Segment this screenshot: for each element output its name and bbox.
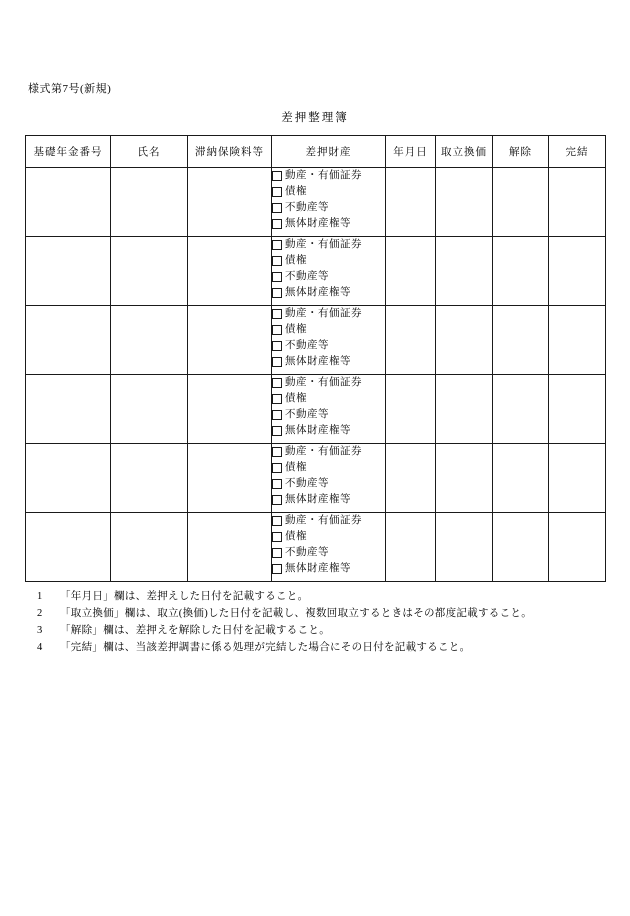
checkbox-label: 無体財産権等 bbox=[285, 218, 351, 229]
footnote-number: 3 bbox=[37, 625, 43, 636]
checkbox-label: 債権 bbox=[285, 393, 307, 404]
cell-completion bbox=[549, 306, 606, 375]
checkbox-label: 債権 bbox=[285, 324, 307, 335]
checkbox-label: 債権 bbox=[285, 186, 307, 197]
checkbox-icon bbox=[272, 479, 282, 489]
table-row bbox=[26, 168, 606, 237]
cell-collection bbox=[436, 513, 493, 582]
checkbox-item-movables bbox=[272, 513, 385, 529]
header-collection: 取立換価 bbox=[436, 136, 493, 168]
checkbox-label: 債権 bbox=[285, 462, 307, 473]
checkbox-label: 動産・有価証券 bbox=[285, 446, 362, 457]
header-pension-number: 基礎年金番号 bbox=[26, 136, 111, 168]
cell-collection bbox=[436, 306, 493, 375]
checkbox-item-claims bbox=[272, 391, 385, 407]
cell-name bbox=[111, 375, 188, 444]
header-seized-property: 差押財産 bbox=[272, 136, 386, 168]
checkbox-item-intangible bbox=[272, 354, 385, 370]
checkbox-label: 無体財産権等 bbox=[285, 425, 351, 436]
checkbox-icon bbox=[272, 219, 282, 229]
checkbox-icon bbox=[272, 171, 282, 181]
checkbox-icon bbox=[272, 378, 282, 388]
cell-completion bbox=[549, 168, 606, 237]
checkbox-icon bbox=[272, 341, 282, 351]
footnote-number: 4 bbox=[37, 642, 43, 653]
checkbox-item-real-estate bbox=[272, 476, 385, 492]
checkbox-label: 不動産等 bbox=[285, 547, 329, 558]
cell-name bbox=[111, 237, 188, 306]
checkbox-label: 動産・有価証券 bbox=[285, 239, 362, 250]
checkbox-label: 動産・有価証券 bbox=[285, 170, 362, 181]
checkbox-label: 債権 bbox=[285, 531, 307, 542]
cell-completion bbox=[549, 237, 606, 306]
header-completion: 完結 bbox=[549, 136, 606, 168]
footnote-1 bbox=[37, 588, 607, 605]
header-row bbox=[26, 136, 606, 168]
cell-name bbox=[111, 444, 188, 513]
checkbox-item-intangible bbox=[272, 561, 385, 577]
table-row bbox=[26, 306, 606, 375]
checkbox-item-movables bbox=[272, 375, 385, 391]
footnotes bbox=[37, 588, 607, 656]
header-release: 解除 bbox=[493, 136, 549, 168]
checkbox-icon bbox=[272, 548, 282, 558]
checkbox-item-real-estate bbox=[272, 545, 385, 561]
cell-name bbox=[111, 513, 188, 582]
checkbox-label: 不動産等 bbox=[285, 202, 329, 213]
cell-pension-number bbox=[26, 375, 111, 444]
cell-premiums bbox=[188, 306, 272, 375]
checkbox-label: 債権 bbox=[285, 255, 307, 266]
footnote-text: 「解除」欄は、差押えを解除した日付を記載すること。 bbox=[60, 625, 330, 636]
checkbox-icon bbox=[272, 532, 282, 542]
footnote-2 bbox=[37, 605, 607, 622]
footnote-4 bbox=[37, 639, 607, 656]
checkbox-item-claims bbox=[272, 529, 385, 545]
checkbox-icon bbox=[272, 256, 282, 266]
cell-premiums bbox=[188, 375, 272, 444]
checkbox-item-movables bbox=[272, 237, 385, 253]
cell-seized-property bbox=[272, 513, 386, 582]
cell-seized-property bbox=[272, 237, 386, 306]
checkbox-icon bbox=[272, 410, 282, 420]
cell-pension-number bbox=[26, 306, 111, 375]
checkbox-item-intangible bbox=[272, 423, 385, 439]
header-premiums: 滞納保険料等 bbox=[188, 136, 272, 168]
cell-pension-number bbox=[26, 513, 111, 582]
cell-release bbox=[493, 168, 549, 237]
table-body bbox=[26, 168, 606, 582]
footnote-number: 1 bbox=[37, 591, 43, 602]
checkbox-icon bbox=[272, 394, 282, 404]
checkbox-item-intangible bbox=[272, 492, 385, 508]
cell-seized-property bbox=[272, 444, 386, 513]
table-header bbox=[26, 136, 606, 168]
footnote-text: 「年月日」欄は、差押えした日付を記載すること。 bbox=[60, 591, 309, 602]
checkbox-item-real-estate bbox=[272, 200, 385, 216]
cell-premiums bbox=[188, 444, 272, 513]
cell-date bbox=[386, 168, 436, 237]
checkbox-label: 動産・有価証券 bbox=[285, 308, 362, 319]
checkbox-label: 無体財産権等 bbox=[285, 563, 351, 574]
checkbox-label: 無体財産権等 bbox=[285, 287, 351, 298]
cell-premiums bbox=[188, 237, 272, 306]
form-number-label: 様式第7号(新規) bbox=[28, 83, 112, 95]
checkbox-label: 無体財産権等 bbox=[285, 494, 351, 505]
checkbox-icon bbox=[272, 203, 282, 213]
checkbox-icon bbox=[272, 463, 282, 473]
cell-release bbox=[493, 237, 549, 306]
checkbox-icon bbox=[272, 309, 282, 319]
checkbox-item-claims bbox=[272, 322, 385, 338]
cell-completion bbox=[549, 513, 606, 582]
seizure-register-table bbox=[25, 135, 606, 582]
cell-date bbox=[386, 306, 436, 375]
checkbox-item-real-estate bbox=[272, 407, 385, 423]
checkbox-label: 不動産等 bbox=[285, 478, 329, 489]
cell-release bbox=[493, 375, 549, 444]
checkbox-icon bbox=[272, 325, 282, 335]
checkbox-label: 動産・有価証券 bbox=[285, 515, 362, 526]
table-row bbox=[26, 375, 606, 444]
checkbox-label: 不動産等 bbox=[285, 409, 329, 420]
cell-seized-property bbox=[272, 168, 386, 237]
cell-release bbox=[493, 513, 549, 582]
cell-name bbox=[111, 306, 188, 375]
cell-release bbox=[493, 306, 549, 375]
cell-seized-property bbox=[272, 306, 386, 375]
cell-release bbox=[493, 444, 549, 513]
checkbox-icon bbox=[272, 240, 282, 250]
checkbox-label: 動産・有価証券 bbox=[285, 377, 362, 388]
checkbox-item-movables bbox=[272, 444, 385, 460]
cell-date bbox=[386, 237, 436, 306]
checkbox-label: 不動産等 bbox=[285, 340, 329, 351]
table-row bbox=[26, 513, 606, 582]
table-row bbox=[26, 444, 606, 513]
cell-date bbox=[386, 444, 436, 513]
cell-date bbox=[386, 375, 436, 444]
cell-collection bbox=[436, 375, 493, 444]
checkbox-item-claims bbox=[272, 460, 385, 476]
footnote-number: 2 bbox=[37, 608, 43, 619]
header-name: 氏名 bbox=[111, 136, 188, 168]
cell-pension-number bbox=[26, 237, 111, 306]
checkbox-item-real-estate bbox=[272, 269, 385, 285]
checkbox-item-movables bbox=[272, 306, 385, 322]
checkbox-icon bbox=[272, 447, 282, 457]
checkbox-icon bbox=[272, 272, 282, 282]
page-title: 差押整理簿 bbox=[281, 112, 349, 124]
checkbox-icon bbox=[272, 288, 282, 298]
checkbox-item-intangible bbox=[272, 285, 385, 301]
cell-collection bbox=[436, 237, 493, 306]
cell-pension-number bbox=[26, 168, 111, 237]
footnote-text: 「取立換価」欄は、取立(換価)した日付を記載し、複数回取立するときはその都度記載すること。 bbox=[60, 608, 532, 619]
checkbox-icon bbox=[272, 495, 282, 505]
cell-collection bbox=[436, 444, 493, 513]
checkbox-item-real-estate bbox=[272, 338, 385, 354]
checkbox-item-claims bbox=[272, 253, 385, 269]
cell-pension-number bbox=[26, 444, 111, 513]
cell-premiums bbox=[188, 513, 272, 582]
checkbox-label: 不動産等 bbox=[285, 271, 329, 282]
cell-name bbox=[111, 168, 188, 237]
checkbox-icon bbox=[272, 426, 282, 436]
cell-date bbox=[386, 513, 436, 582]
header-date: 年月日 bbox=[386, 136, 436, 168]
cell-completion bbox=[549, 375, 606, 444]
checkbox-item-intangible bbox=[272, 216, 385, 232]
cell-seized-property bbox=[272, 375, 386, 444]
checkbox-icon bbox=[272, 357, 282, 367]
checkbox-icon bbox=[272, 564, 282, 574]
checkbox-label: 無体財産権等 bbox=[285, 356, 351, 367]
cell-collection bbox=[436, 168, 493, 237]
table-row bbox=[26, 237, 606, 306]
cell-premiums bbox=[188, 168, 272, 237]
cell-completion bbox=[549, 444, 606, 513]
footnote-text: 「完結」欄は、当該差押調書に係る処理が完結した場合にその日付を記載すること。 bbox=[60, 642, 471, 653]
checkbox-icon bbox=[272, 516, 282, 526]
checkbox-item-claims bbox=[272, 184, 385, 200]
checkbox-icon bbox=[272, 187, 282, 197]
checkbox-item-movables bbox=[272, 168, 385, 184]
footnote-3 bbox=[37, 622, 607, 639]
